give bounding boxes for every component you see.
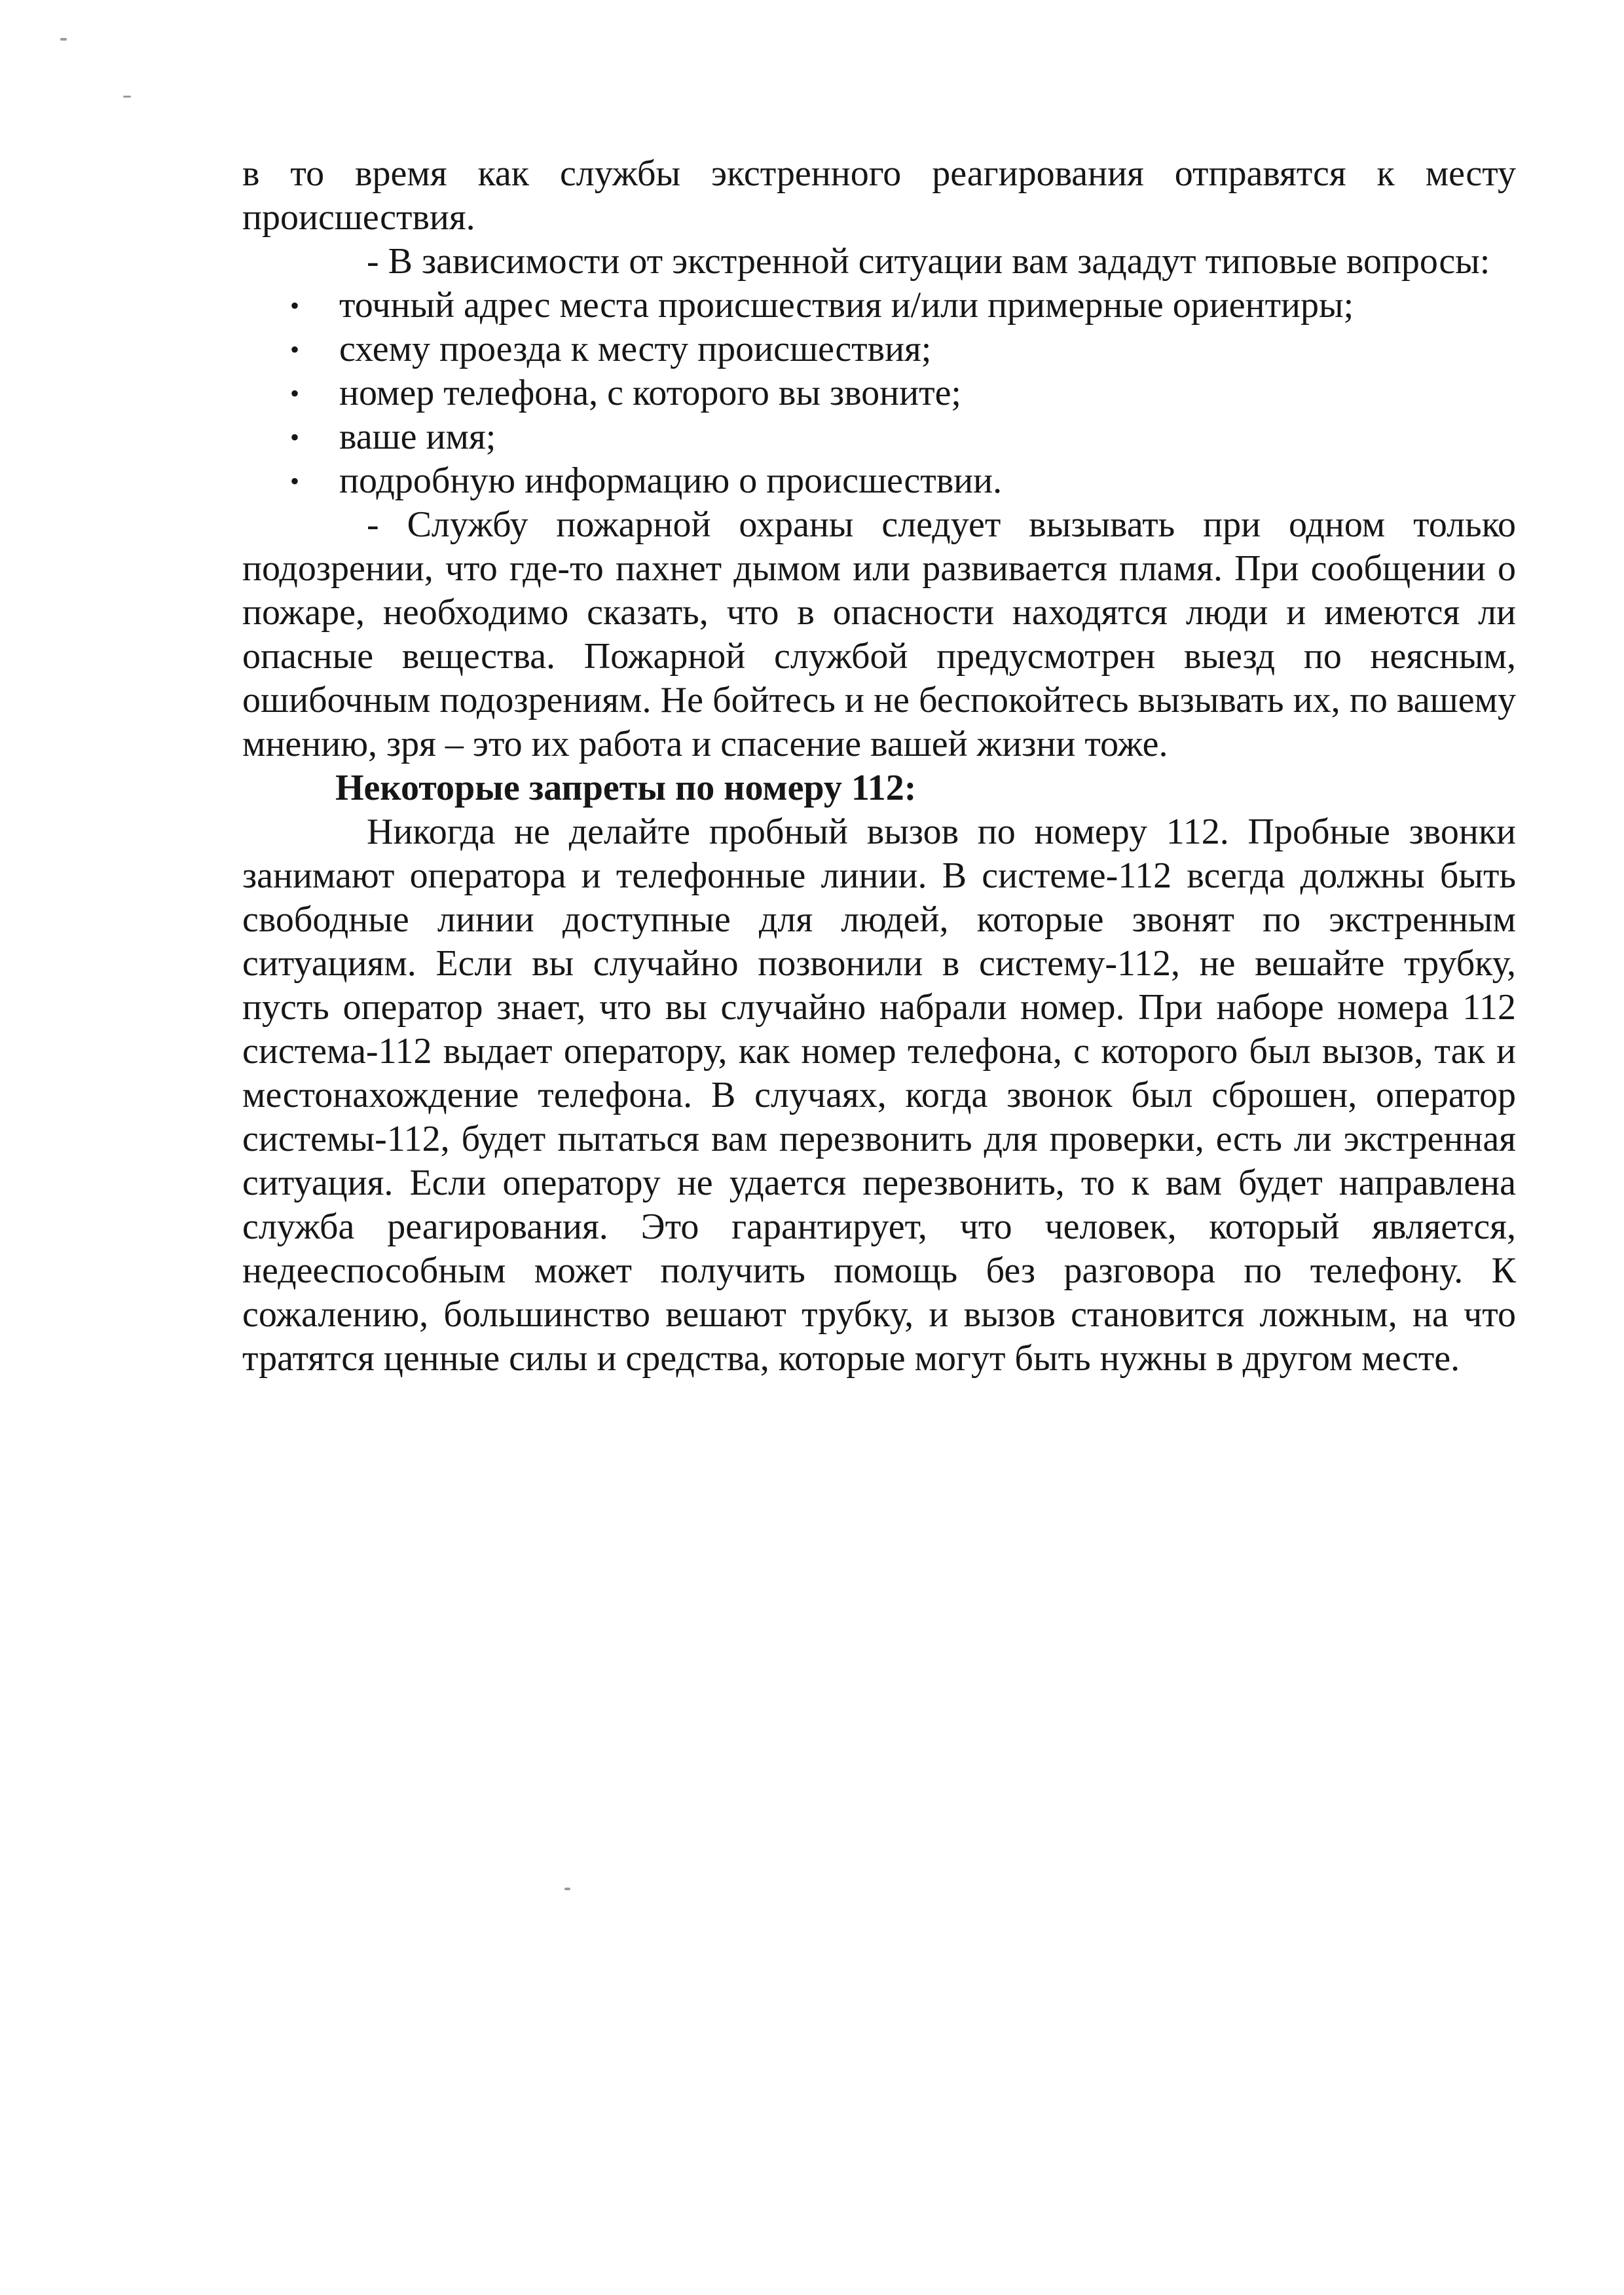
bullet-icon: •: [290, 291, 300, 320]
scan-speck: [564, 1888, 570, 1890]
paragraph-continuation: в то время как службы экстренного реагирования отправятся к месту происшествия.: [242, 153, 1516, 238]
questions-list: [242, 284, 1516, 503]
list-item-text: ваше имя;: [339, 417, 496, 457]
scan-speck: [123, 96, 131, 98]
section-heading: Некоторые запреты по номеру 112:: [335, 768, 917, 808]
list-item: [242, 459, 1516, 503]
list-item: [242, 327, 1516, 371]
list-item-text: подробную информацию о происшествии.: [339, 460, 1003, 501]
list-item-text: номер телефона, с которого вы звоните;: [339, 373, 961, 413]
paragraph-restrictions: Никогда не делайте пробный вызов по номеру 112. Пробные звонки занимают оператора и телефонные линии. В системе-112 всегда должны быть свободные линии доступные для людей, которые звонят по экстренным ситуациям. Если вы случайно позвонили в систему-112, не вешайте трубку, пусть оператор знает, что вы случайно набрали номер. При наборе номера 112 система-112 выдает оператору, как номер телефона, с которого был вызов, так и местонахождение телефона. В случаях, когда звонок был сброшен, оператор системы-112, будет пытаться вам перезвонить для проверки, есть ли экстренная ситуация. Если оператору не удается перезвонить, то к вам будет направлена служба реагирования. Это гарантирует, что человек, который является, недееспособным может получить помощь без разговора по телефону. К сожалению, большинство вешают трубку, и вызов становится ложным, на что тратятся ценные силы и средства, которые могут быть нужны в другом месте.: [242, 812, 1516, 1379]
bullet-icon: •: [290, 422, 300, 452]
list-item: [242, 371, 1516, 415]
bullet-icon: •: [290, 335, 300, 364]
bullet-icon: •: [290, 379, 300, 408]
paragraph-fire-service: - Службу пожарной охраны следует вызывать при одном только подозрении, что где-то пахнет дымом или развивается пламя. При сообщении о пожаре, необходимо сказать, что в опасности находятся люди и имеются ли опасные вещества. Пожарной службой предусмотрен выезд по неясным, ошибочным подозрениям. Не бойтесь и не беспокойтесь вызывать их, по вашему мнению, зря – это их работа и спасение вашей жизни тоже.: [242, 504, 1516, 764]
list-item-text: точный адрес места происшествия и/или примерные ориентиры;: [339, 285, 1354, 326]
bullet-icon: •: [290, 466, 300, 496]
list-item: [242, 284, 1516, 327]
document-body: [242, 152, 1516, 1381]
paragraph-questions-intro: - В зависимости от экстренной ситуации вам зададут типовые вопросы:: [367, 241, 1490, 282]
list-item-text: схему проезда к месту происшествия;: [339, 329, 932, 369]
scan-speck: [60, 38, 67, 41]
list-item: [242, 415, 1516, 459]
